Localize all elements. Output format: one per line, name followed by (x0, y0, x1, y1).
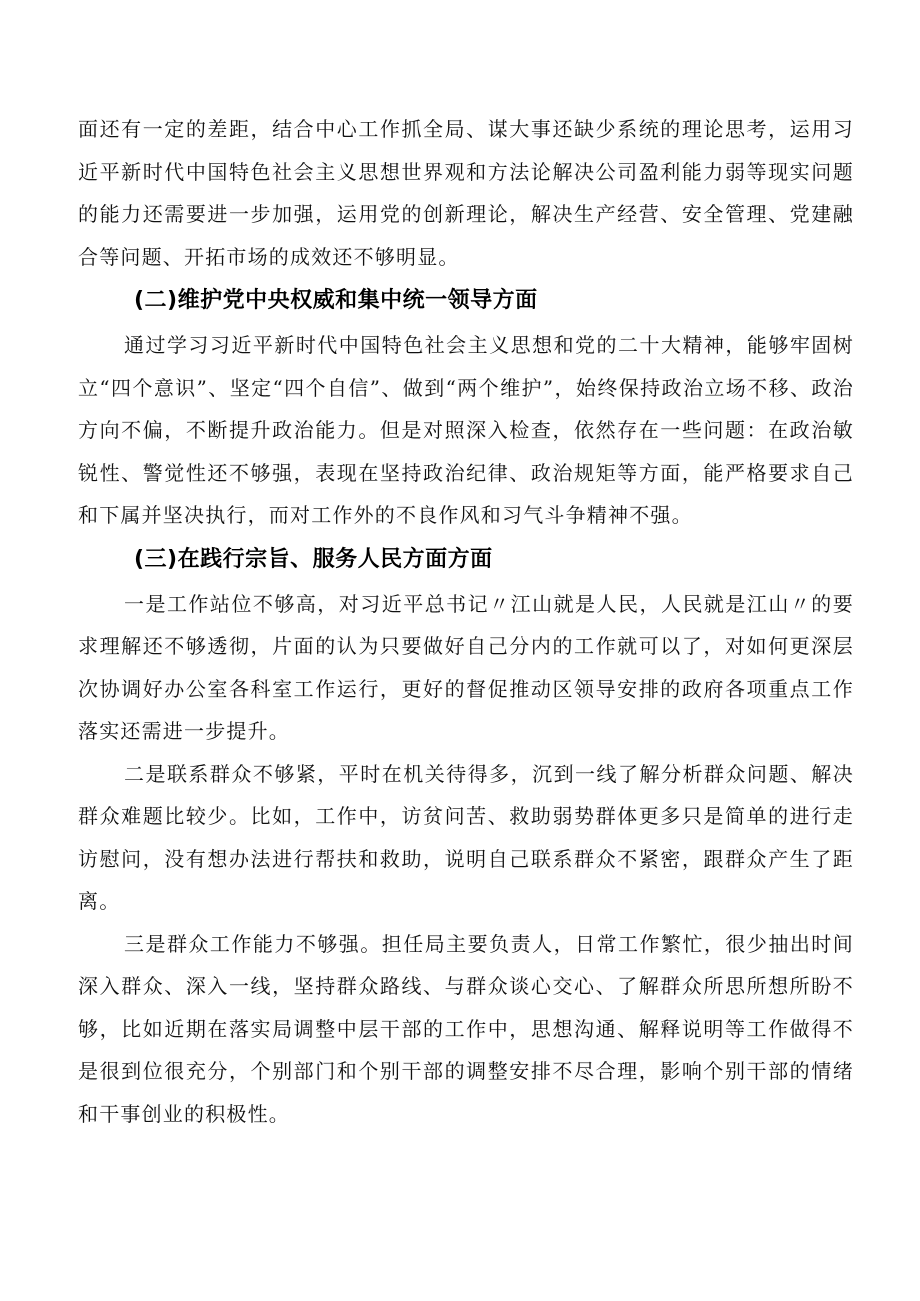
paragraph-continuation: 面还有一定的差距，结合中心工作抓全局、谋大事还缺少系统的理论思考，运用习近平新时代中国特色社会主义思想世界观和方法论解决公司盈利能力弱等现实问题的能力还需要进一步加强，运用党的创新理论，解决生产经营、安全管理、党建融合等问题、开拓市场的成效还不够明显。 (78, 117, 854, 269)
paragraph-section-2: 通过学习习近平新时代中国特色社会主义思想和党的二十大精神，能够牢固树立“四个意识”、坚定“四个自信”、做到“两个维护”，始终保持政治立场不移、政治方向不偏，不断提升政治能力。但是对照深入检查，依然存在一些问题：在政治敏锐性、警觉性还不够强，表现在坚持政治纪律、政治规矩等方面，能严格要求自己和下属并坚决执行，而对工作外的不良作风和习气斗争精神不强。 (78, 333, 854, 527)
section-heading-2: (二)维护党中央权威和集中统一领导方面 (134, 288, 538, 313)
document-body (78, 108, 854, 1135)
paragraph-point-2: 二是联系群众不够紧，平时在机关待得多，沉到一线了解分析群众问题、解决群众难题比较少。比如，工作中，访贫问苦、救助弱势群体更多只是简单的进行走访慰问，没有想办法进行帮扶和救助，说明自己联系群众不紧密，跟群众产生了距离。 (78, 761, 854, 913)
section-heading-3: (三)在践行宗旨、服务人民方面方面 (134, 546, 493, 572)
paragraph-point-1: 一是工作站位不够高，对习近平总书记〃江山就是人民，人民就是江山〃的要求理解还不够透彻，片面的认为只要做好自己分内的工作就可以了，对如何更深层次协调好办公室各科室工作运行，更好的督促推动区领导安排的政府各项重点工作落实还需进一步提升。 (78, 591, 854, 743)
paragraph-point-3: 三是群众工作能力不够强。担任局主要负责人，日常工作繁忙，很少抽出时间深入群众、深入一线，坚持群众路线、与群众谈心交心、了解群众所思所想所盼不够，比如近期在落实局调整中层干部的工作中，思想沟通、解释说明等工作做得不是很到位很充分，个别部门和个别干部的调整安排不尽合理，影响个别干部的情绪和干事创业的积极性。 (78, 931, 854, 1126)
